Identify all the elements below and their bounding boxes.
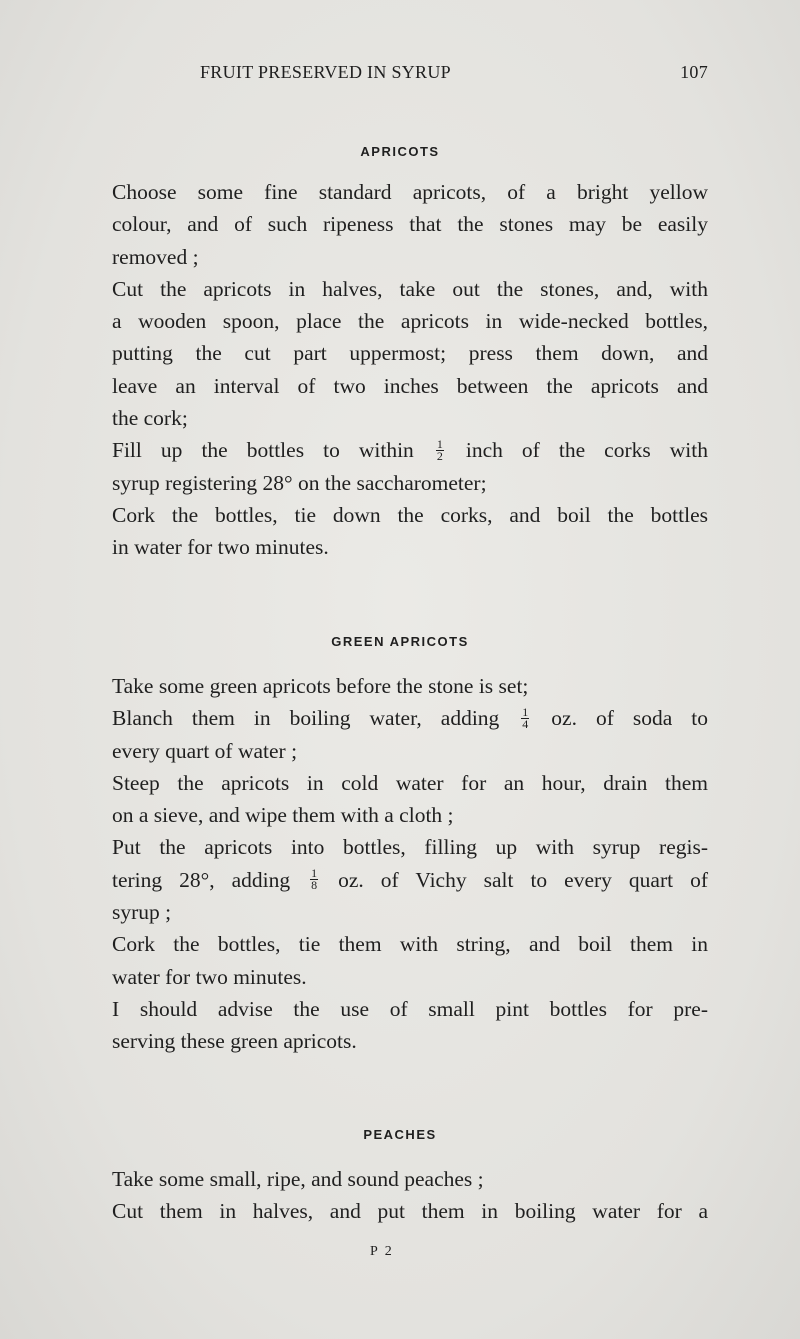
fraction-numerator: 1 [311, 866, 318, 881]
fraction-quarter [521, 704, 529, 731]
text-line [112, 702, 708, 734]
text-line: syrup ; [112, 900, 172, 925]
text-fragment: tering 28°, adding [112, 867, 291, 892]
section-body-green-apricots [112, 670, 708, 1058]
text-line: Cork the bottles, tie them with string, and boil them in [112, 932, 708, 957]
text-line: Cork the bottles, tie down the corks, and boil the bottles [112, 502, 708, 527]
section-body-apricots [112, 176, 708, 564]
running-head [112, 62, 708, 88]
text-line: Take some small, ripe, and sound peaches ; [112, 1167, 484, 1191]
text-line: syrup registering 28° on the saccharometer; [112, 470, 487, 495]
section-body-peaches [112, 1163, 708, 1228]
text-line: colour, and of such ripeness that the stones may be easily [112, 212, 708, 237]
text-line: serving these green apricots. [112, 1029, 357, 1054]
text-line: Cut the apricots in halves, take out the stones, and, with [112, 276, 708, 301]
text-line: in water for two minutes. [112, 535, 329, 560]
text-fragment: oz. of soda to [551, 706, 708, 731]
text-line: water for two minutes. [112, 964, 307, 989]
text-line: Steep the apricots in cold water for an hour, drain them [112, 770, 708, 795]
text-line: removed ; [112, 244, 199, 269]
text-fragment: oz. of Vichy salt to every quart of [338, 867, 708, 892]
text-fragment: inch of the corks with [465, 438, 708, 463]
section-heading-peaches: PEACHES [363, 1127, 437, 1142]
text-line: Cut them in halves, and put them in boiling water for a [112, 1199, 708, 1224]
text-line: Put the apricots into bottles, filling up with syrup regis- [112, 835, 708, 860]
text-line [112, 864, 708, 896]
fraction-eighth [310, 868, 318, 891]
text-line: on a sieve, and wipe them with a cloth ; [112, 803, 454, 828]
text-line: I should advise the use of small pint bottles for pre- [112, 996, 708, 1021]
fraction-half [436, 436, 444, 463]
page-number: 107 [680, 62, 708, 82]
text-line: Choose some fine standard apricots, of a bright yellow [112, 180, 708, 204]
running-title: FRUIT PRESERVED IN SYRUP [200, 62, 451, 82]
text-line: the cork; [112, 406, 188, 431]
text-line [112, 434, 708, 466]
text-fragment: Blanch them in boiling water, adding [112, 706, 500, 731]
section-heading-apricots: APRICOTS [360, 144, 440, 159]
section-heading-green-apricots: GREEN APRICOTS [331, 634, 469, 649]
fraction-numerator: 1 [436, 436, 443, 451]
fraction-denominator: 4 [522, 716, 529, 731]
fraction-denominator: 2 [436, 448, 443, 463]
text-line: every quart of water ; [112, 738, 298, 763]
fraction-denominator: 8 [311, 878, 318, 893]
text-line: a wooden spoon, place the apricots in wide-necked bottles, [112, 309, 708, 334]
text-line: Take some green apricots before the stone is set; [112, 674, 529, 698]
signature-mark: P 2 [370, 1244, 394, 1259]
text-fragment: Fill up the bottles to within [112, 438, 414, 463]
text-line: putting the cut part uppermost; press them down, and [112, 341, 708, 366]
fraction-numerator: 1 [522, 704, 529, 719]
text-line: leave an interval of two inches between the apricots and [112, 373, 708, 398]
